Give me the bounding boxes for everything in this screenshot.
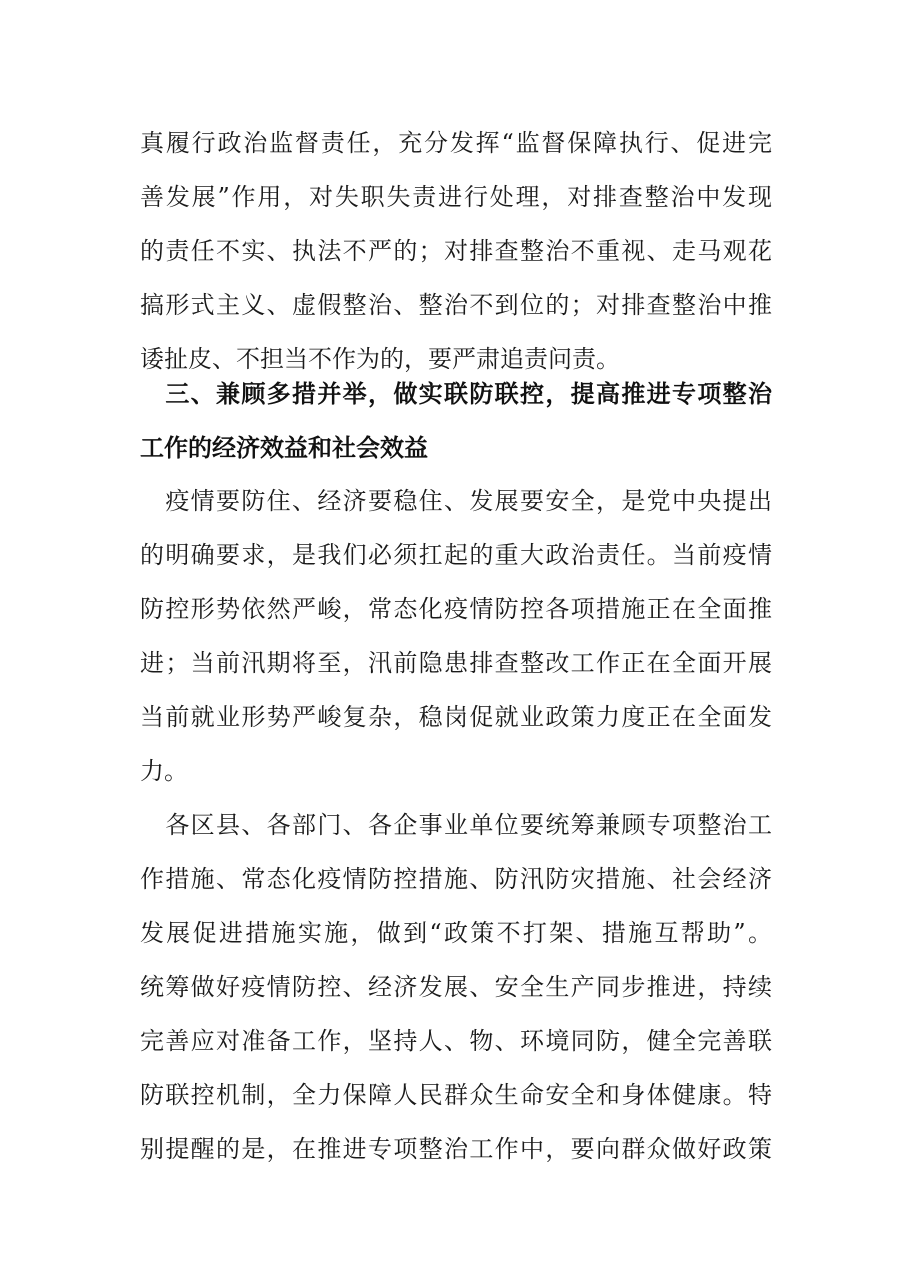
paragraph-line: 防控形势依然严峻，常态化疫情防控各项措施正在全面推 (140, 595, 772, 623)
paragraph-line: 力。 (140, 757, 188, 785)
paragraph-line: 统筹做好疫情防控、经济发展、安全生产同步推进，持续 (140, 973, 772, 1001)
section-heading: 三、兼顾多措并举，做实联防联控，提高推进专项整治 (140, 380, 772, 408)
paragraph-line: 善发展”作用，对失职失责进行处理，对排查整治中发现 (140, 183, 772, 211)
paragraph-line: 别提醒的是，在推进专项整治工作中，要向群众做好政策 (140, 1135, 772, 1163)
paragraph-line: 发展促进措施实施，做到“政策不打架、措施互帮助”。 (140, 919, 772, 947)
paragraph-line: 的责任不实、执法不严的；对排查整治不重视、走马观花 (140, 237, 772, 265)
paragraph-line: 诿扯皮、不担当不作为的，要严肃追责问责。 (140, 345, 620, 373)
paragraph-line: 的明确要求，是我们必须扛起的重大政治责任。当前疫情 (140, 541, 772, 569)
paragraph-line: 完善应对准备工作，坚持人、物、环境同防，健全完善联 (140, 1027, 772, 1055)
paragraph-line: 各区县、各部门、各企事业单位要统筹兼顾专项整治工 (140, 811, 772, 839)
paragraph-line: 真履行政治监督责任，充分发挥“监督保障执行、促进完 (140, 129, 772, 157)
paragraph-line: 搞形式主义、虚假整治、整治不到位的；对排查整治中推 (140, 291, 772, 319)
paragraph-line: 作措施、常态化疫情防控措施、防汛防灾措施、社会经济 (140, 865, 772, 893)
paragraph-line: 疫情要防住、经济要稳住、发展要安全，是党中央提出 (140, 487, 772, 515)
paragraph-line: 当前就业形势严峻复杂，稳岗促就业政策力度正在全面发 (140, 703, 772, 731)
paragraph-line: 防联控机制，全力保障人民群众生命安全和身体健康。特 (140, 1081, 772, 1109)
paragraph-line: 进；当前汛期将至，汛前隐患排查整改工作正在全面开展 (140, 649, 772, 677)
section-heading: 工作的经济效益和社会效益 (140, 434, 428, 462)
